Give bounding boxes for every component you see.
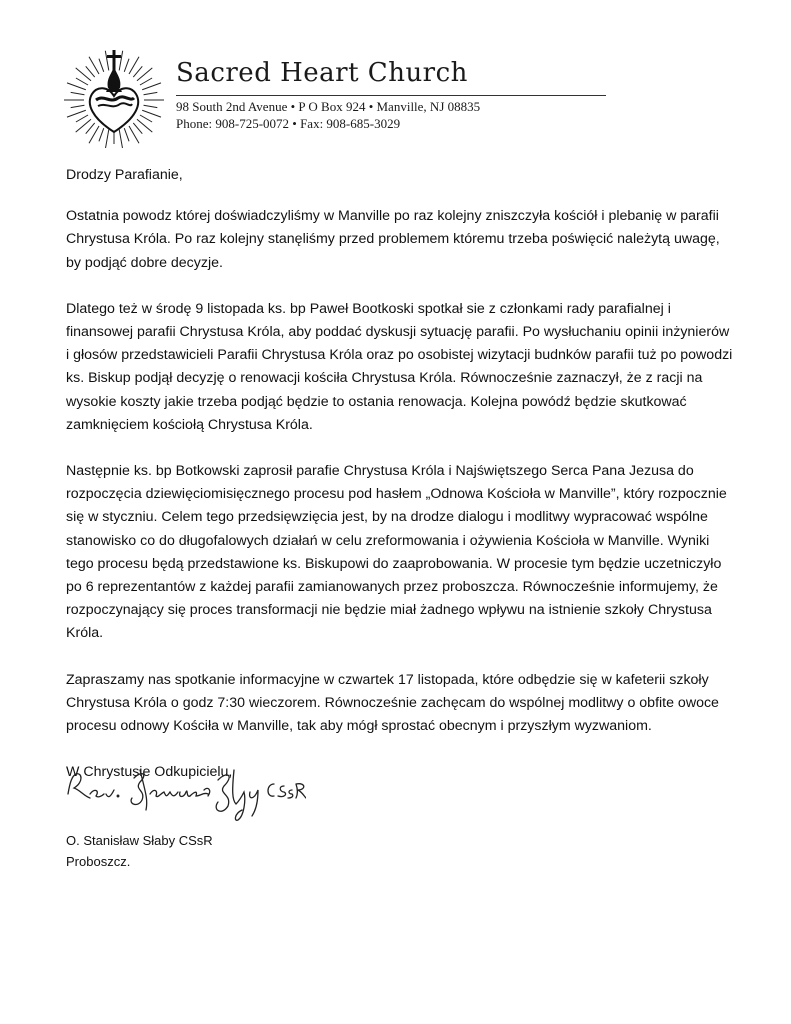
- paragraph-3: Następnie ks. bp Botkowski zaprosił parafie Chrystusa Króla i Najświętszego Serca Pana Jezusa do rozpoczęcia dziewięciomisięcznego procesu pod hasłem „Odnowa Kościoła w Manville”, który rozpocznie się w styczniu. Celem tego przedsięwzięcia jest, by na drodze dialogu i modlitwy wypracować wspólne stanowisko co do długofalowych działań w celu zreformowania i ożywienia Kościoła w Manville. Wyniki tego procesu będą przedstawione ks. Biskupowi do zaaprobowania. W procesie tym będzie uczetniczyło po 6 reprezentantów z każdej parafii zamianowanych przez proboszcza. Równocześnie informujemy, że rozpoczynający się proces transformacji nie będzie miał żadnego wpływu na istnienie szkoły Chrystusa Króla.: [66, 463, 727, 642]
- handwritten-signature: [62, 760, 306, 826]
- address-line: 98 South 2nd Avenue • P O Box 924 • Manville, NJ 08835: [176, 99, 481, 114]
- closing: W Chrystusie Odkupicielu,: [66, 764, 233, 781]
- church-name: Sacred Heart Church: [176, 58, 468, 88]
- paragraph-2: Dlatego też w środę 9 listopada ks. bp Paweł Bootkoski spotkał sie z członkami rady parafialnej i finansowej parafii Chrystusa Króla, aby poddać dyskusji sytuację parafii. Po wysłuchaniu opinii inżynierów i głosów przedstawicieli Parafii Chrystusa Króla oraz po osobistej wizytacji budnków parafii tuż po powodzi ks. Biskup podjął decyzję o renowacji kościła Chrystusa Króla. Równocześnie zaznaczył, że z racji na wysokie koszty jakie trzeba podjąć będzie to ostania renowacja. Kolejna powódź będzie skutkować zamknięciem kościołą Chrystusa Króla.: [66, 300, 733, 433]
- sacred-heart-icon: [62, 44, 166, 148]
- letter-body: [66, 164, 736, 807]
- header-divider: [176, 95, 606, 96]
- greeting: Drodzy Parafianie,: [66, 167, 183, 183]
- signer-block: [66, 830, 213, 872]
- phone-line: Phone: 908-725-0072 • Fax: 908-685-3029: [176, 116, 401, 131]
- signer-name: O. Stanisław Słaby CSsR: [66, 833, 213, 848]
- paragraph-4: Zapraszamy nas spotkanie informacyjne w czwartek 17 listopada, które odbędzie się w kafeterii szkoły Chrystusa Króla o godz 7:30 wieczorem. Równocześnie zachęcam do wspólnej modlitwy o obfite owoce procesu odnowy Kościła w Manville, tak aby mógł sprostać obecnym i przyszłym wyzwaniom.: [66, 671, 719, 735]
- signer-title: Proboszcz.: [66, 854, 131, 869]
- paragraph-1: Ostatnia powodz której doświadczyliśmy w Manville po raz kolejny zniszczyła kościół i plebanię w parafii Chrystusa Króla. Po raz kolejny stanęliśmy przed problemem któremu trzeba poświęcić należytą uwagę, by podjąć dobre decyzje.: [66, 208, 720, 271]
